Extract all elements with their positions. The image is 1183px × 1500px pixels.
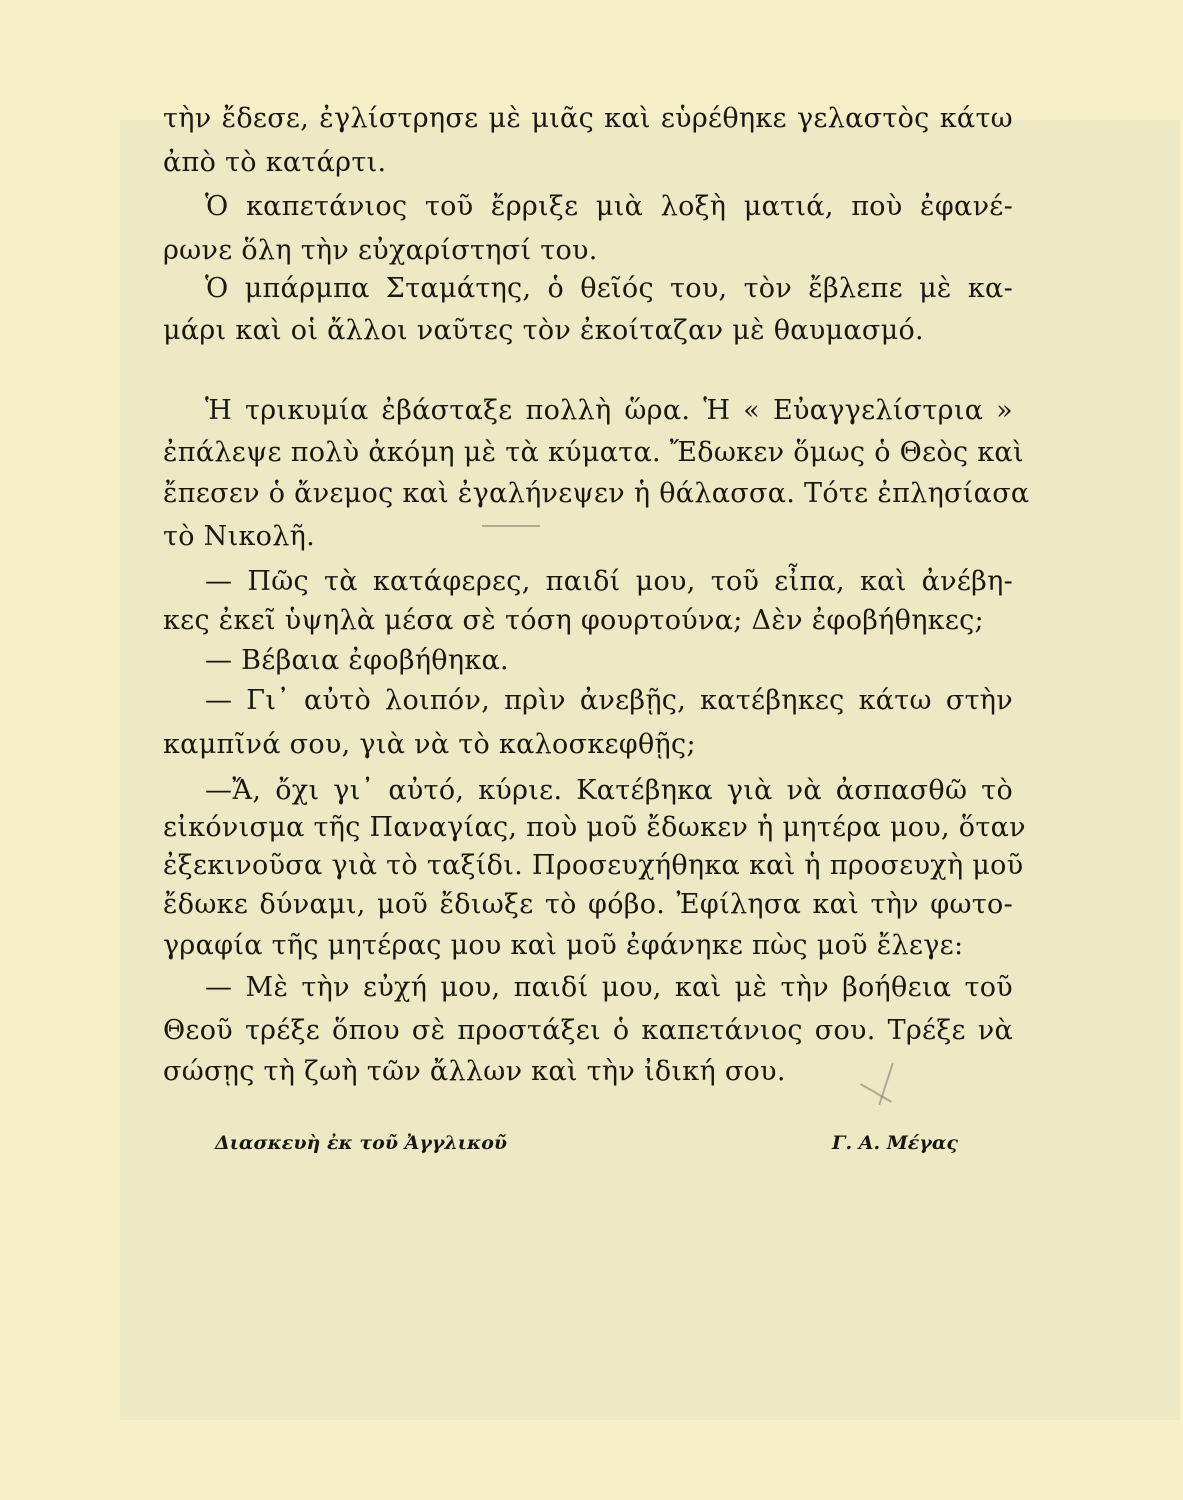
text-line: ρωνε ὅλη τὴν εὐχαρίστησί του.: [163, 235, 598, 266]
source-attribution: Διασκευὴ ἐκ τοῦ Ἀγγλικοῦ: [215, 1132, 508, 1154]
author-name: Γ. Α. Μέγας: [832, 1132, 959, 1154]
text-line: γραφία τῆς μητέρας μου καὶ μοῦ ἐφάνηκε πὼς μοῦ ἔλεγε:: [163, 930, 964, 961]
text-line: εἰκόνισμα τῆς Παναγίας, ποὺ μοῦ ἔδωκεν ἡ μητέρα μου, ὅταν: [163, 812, 1026, 843]
text-line: καμπῖνά σου, γιὰ νὰ τὸ καλοσκεφθῇς;: [163, 729, 696, 760]
text-line: Ὁ καπετάνιος τοῦ ἔρριξε μιὰ λοξὴ ματιά, ποὺ ἐφανέ-: [205, 191, 1013, 222]
text-line: Ἡ τρικυμία ἐβάσταξε πολλὴ ὥρα. Ἡ « Εὐαγγελίστρια »: [205, 395, 1013, 426]
text-line: —Ἄ, ὄχι γι᾿ αὐτό, κύριε. Κατέβηκα γιὰ νὰ ἀσπασθῶ τὸ: [205, 775, 1013, 806]
text-line: — Γι᾿ αὐτὸ λοιπόν, πρὶν ἀνεβῇς, κατέβηκες κάτω στὴν: [205, 685, 1013, 716]
text-line: ἔδωκε δύναμι, μοῦ ἔδιωξε τὸ φόβο. Ἐφίλησα καὶ τὴν φωτο-: [163, 889, 1013, 920]
text-line: ἔπεσεν ὁ ἄνεμος καὶ ἐγαλήνεψεν ἡ θάλασσα. Τότε ἐπλησίασα: [163, 478, 1030, 509]
pencil-mark: [482, 525, 540, 527]
text-line: σώσῃς τὴ ζωὴ τῶν ἄλλων καὶ τὴν ἰδική σου.: [163, 1056, 786, 1087]
text-line: τὴν ἔδεσε, ἐγλίστρησε μὲ μιᾶς καὶ εὑρέθηκε γελαστὸς κάτω: [163, 103, 1013, 134]
text-line: τὸ Νικολῆ.: [163, 521, 315, 552]
text-line: ἐπάλεψε πολὺ ἀκόμη μὲ τὰ κύματα. Ἔδωκεν ὅμως ὁ Θεὸς καὶ: [163, 437, 1024, 468]
text-line: — Βέβαια ἐφοβήθηκα.: [205, 645, 509, 676]
text-line: ἀπὸ τὸ κατάρτι.: [163, 147, 387, 178]
text-line: Θεοῦ τρέξε ὅπου σὲ προστάξει ὁ καπετάνιος σου. Τρέξε νὰ: [163, 1015, 1013, 1046]
text-line: ἐξεκινοῦσα γιὰ τὸ ταξίδι. Προσευχήθηκα καὶ ἡ προσευχὴ μοῦ: [163, 850, 1024, 881]
text-line: — Μὲ τὴν εὐχή μου, παιδί μου, καὶ μὲ τὴν βοήθεια τοῦ: [205, 972, 1013, 1003]
text-line: — Πῶς τὰ κατάφερες, παιδί μου, τοῦ εἶπα, καὶ ἀνέβη-: [205, 566, 1013, 597]
text-line: μάρι καὶ οἱ ἄλλοι ναῦτες τὸν ἐκοίταζαν μὲ θαυμασμό.: [163, 315, 924, 346]
text-line: κες ἐκεῖ ὑψηλὰ μέσα σὲ τόση φουρτούνα; Δὲν ἐφοβήθηκες;: [163, 605, 984, 636]
text-line: Ὁ μπάρμπα Σταμάτης, ὁ θεῖός του, τὸν ἔβλεπε μὲ κα-: [205, 273, 1013, 304]
